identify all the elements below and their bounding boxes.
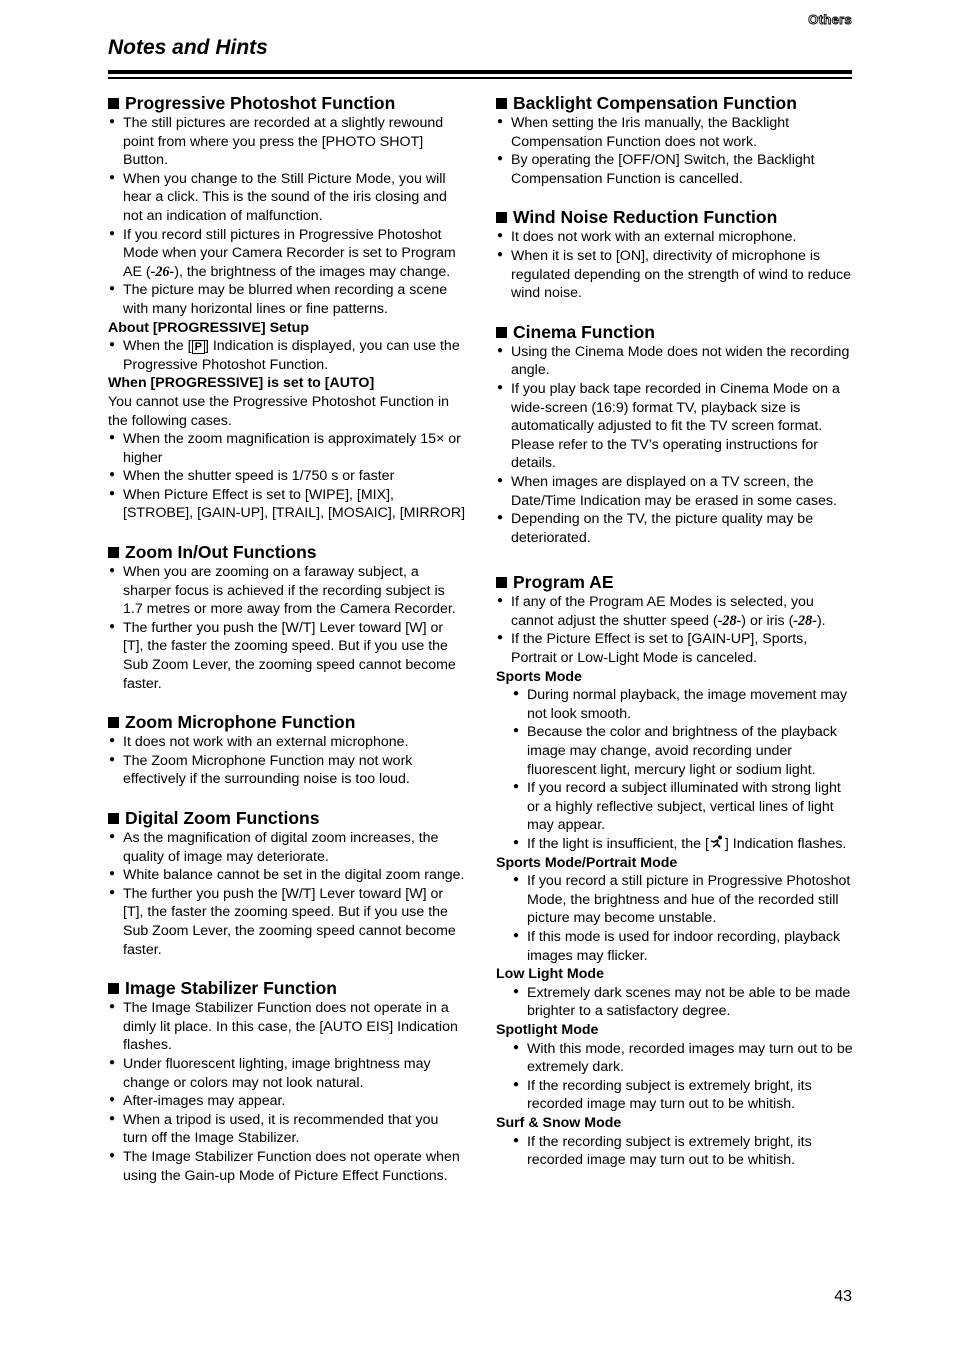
paragraph: You cannot use the Progressive Photoshot Function in the following cases. [108,393,449,429]
subheading: When [PROGRESSIVE] is set to [AUTO] [108,375,375,392]
list-item: ● Extremely dark scenes may not be able to be made brighter to a satisfactory degree. [512,984,856,1021]
square-bullet-icon [108,983,119,994]
square-bullet-icon [496,577,507,588]
section-program-ae [496,571,856,1169]
section-image-stabilizer [108,977,466,1185]
bullet-list [108,114,466,319]
subheading: Sports Mode/Portrait Mode [496,854,678,871]
page-title: Notes and Hints [108,36,268,59]
list-item: ● When you change to the Still Picture Mode, you will hear a click. This is the sound of the iris closing and not an indication of malfunction. [108,170,466,226]
subheading: Surf & Snow Mode [496,1114,622,1131]
page-reference: -26- [150,263,175,280]
sports-mode-icon [709,835,725,854]
list-item: ● If the light is insufficient, the [ ] Indication flashes. [512,835,856,854]
list-item: ● If any of the Program AE Modes is selected, you cannot adjust the shutter speed (-28-) or iris (-28-). [496,593,856,630]
title-rule-thick [108,70,852,74]
section-backlight-compensation [496,92,856,188]
left-column [108,92,466,1203]
list-item: ● When the shutter speed is 1/750 s or faster [108,467,466,486]
bullet-list [496,228,856,302]
section-title: Wind Noise Reduction Function [496,206,856,228]
square-bullet-icon [108,547,119,558]
list-item: ● When you are zooming on a faraway subject, a sharper focus is achieved if the recording subject is 1.7 metres or more away from the Camera Recorder. [108,563,466,619]
section-title: Program AE [496,571,856,593]
subheading: Sports Mode [496,668,582,685]
section-tag: Others [808,12,852,27]
bullet-list [496,114,856,188]
list-item: ● White balance cannot be set in the digital zoom range. [108,866,466,885]
list-item: ● When the [ P ] Indication is displayed, you can use the Progressive Photoshot Function. [108,337,466,374]
list-item: ● The still pictures are recorded at a slightly rewound point from where you press the [PHOTO SHOT] Button. [108,114,466,170]
list-item: ● With this mode, recorded images may turn out to be extremely dark. [512,1040,856,1077]
section-progressive-photoshot [108,92,466,523]
list-item: ● When images are displayed on a TV screen, the Date/Time Indication may be erased in some cases. [496,473,856,510]
subheading: About [PROGRESSIVE] Setup [108,319,309,336]
list-item: ● When setting the Iris manually, the Backlight Compensation Function does not work. [496,114,856,151]
title-rule-thin [108,77,852,79]
subheading: Spotlight Mode [496,1021,599,1038]
list-item: ● Under fluorescent lighting, image brightness may change or colors may not look natural. [108,1055,466,1092]
list-item: ● During normal playback, the image movement may not look smooth. [512,686,856,723]
list-item: ● If this mode is used for indoor recording, playback images may flicker. [512,928,856,965]
page-reference: -28- [717,612,742,629]
list-item: ● As the magnification of digital zoom increases, the quality of image may deteriorate. [108,829,466,866]
section-title: Zoom In/Out Functions [108,541,466,563]
list-item: ● Because the color and brightness of the playback image may change, avoid recording under fluorescent light, mercury light or sodium light. [512,723,856,779]
section-title: Cinema Function [496,321,856,343]
bullet-list [108,829,466,959]
list-item: ● If you record still pictures in Progressive Photoshot Mode when your Camera Recorder is set to Program AE (-26-), the brightness of the images may change. [108,226,466,282]
bullet-list [108,337,466,374]
list-item: ● After-images may appear. [108,1092,466,1111]
bullet-list [496,1040,856,1114]
list-item: ● If you record a subject illuminated with strong light or a highly reflective subject, vertical lines of light may appear. [512,779,856,835]
list-item: ● By operating the [OFF/ON] Switch, the Backlight Compensation Function is cancelled. [496,151,856,188]
square-bullet-icon [496,98,507,109]
progressive-p-icon: P [192,340,205,354]
section-cinema [496,321,856,548]
list-item: ● If the recording subject is extremely bright, its recorded image may turn out to be whitish. [512,1133,856,1170]
list-item: ● Depending on the TV, the picture quality may be deteriorated. [496,510,856,547]
list-item: ● When Picture Effect is set to [WIPE], [MIX], [STROBE], [GAIN-UP], [TRAIL], [MOSAIC], [MIRROR] [108,486,466,523]
square-bullet-icon [108,98,119,109]
square-bullet-icon [496,212,507,223]
list-item: ● Using the Cinema Mode does not widen the recording angle. [496,343,856,380]
square-bullet-icon [496,327,507,338]
list-item: ● The further you push the [W/T] Lever toward [W] or [T], the faster the zooming speed. But if you use the Sub Zoom Lever, the zooming speed cannot become faster. [108,885,466,959]
square-bullet-icon [108,813,119,824]
list-item: ● The Image Stabilizer Function does not operate when using the Gain-up Mode of Picture Effect Functions. [108,1148,466,1185]
page-number: 43 [834,1288,852,1305]
bullet-list [496,1133,856,1170]
list-item: ● The Image Stabilizer Function does not operate in a dimly lit place. In this case, the [AUTO EIS] Indication flashes. [108,999,466,1055]
list-item: ● The picture may be blurred when recording a scene with many horizontal lines or fine patterns. [108,281,466,318]
section-title: Zoom Microphone Function [108,711,466,733]
bullet-list [108,430,466,523]
subheading: Low Light Mode [496,966,604,983]
list-item: ● If the recording subject is extremely bright, its recorded image may turn out to be whitish. [512,1077,856,1114]
list-item: ● If the Picture Effect is set to [GAIN-UP], Sports, Portrait or Low-Light Mode is canceled. [496,630,856,667]
section-digital-zoom [108,807,466,959]
list-item: ● The Zoom Microphone Function may not work effectively if the surrounding noise is too loud. [108,752,466,789]
list-item: ● If you record a still picture in Progressive Photoshot Mode, the brightness and hue of the recorded still picture may become unstable. [512,872,856,928]
bullet-list [108,563,466,693]
list-item: ● The further you push the [W/T] Lever toward [W] or [T], the faster the zooming speed. But if you use the Sub Zoom Lever, the zooming speed cannot become faster. [108,619,466,693]
bullet-list [496,984,856,1021]
bullet-list [108,733,466,789]
section-title: Backlight Compensation Function [496,92,856,114]
bullet-list [496,593,856,667]
section-title: Digital Zoom Functions [108,807,466,829]
section-title: Progressive Photoshot Function [108,92,466,114]
list-item: ● When a tripod is used, it is recommended that you turn off the Image Stabilizer. [108,1111,466,1148]
bullet-list [496,872,856,965]
right-column [496,92,856,1188]
section-wind-noise-reduction [496,206,856,302]
bullet-list [496,686,856,853]
list-item: ● When it is set to [ON], directivity of microphone is regulated depending on the strength of wind to reduce wind noise. [496,247,856,303]
section-zoom-in-out [108,541,466,693]
list-item: ● When the zoom magnification is approximately 15× or higher [108,430,466,467]
list-item: ● It does not work with an external microphone. [108,733,466,752]
bullet-list [496,343,856,548]
section-title: Image Stabilizer Function [108,977,466,999]
bullet-list [108,999,466,1185]
square-bullet-icon [108,717,119,728]
page-reference: -28- [793,612,817,629]
section-zoom-microphone [108,711,466,789]
list-item: ● It does not work with an external microphone. [496,228,856,247]
list-item: ● If you play back tape recorded in Cinema Mode on a wide-screen (16:9) format TV, playback size is automatically adjusted to fit the TV screen format. Please refer to the TV’s operating instructions for details. [496,380,856,473]
